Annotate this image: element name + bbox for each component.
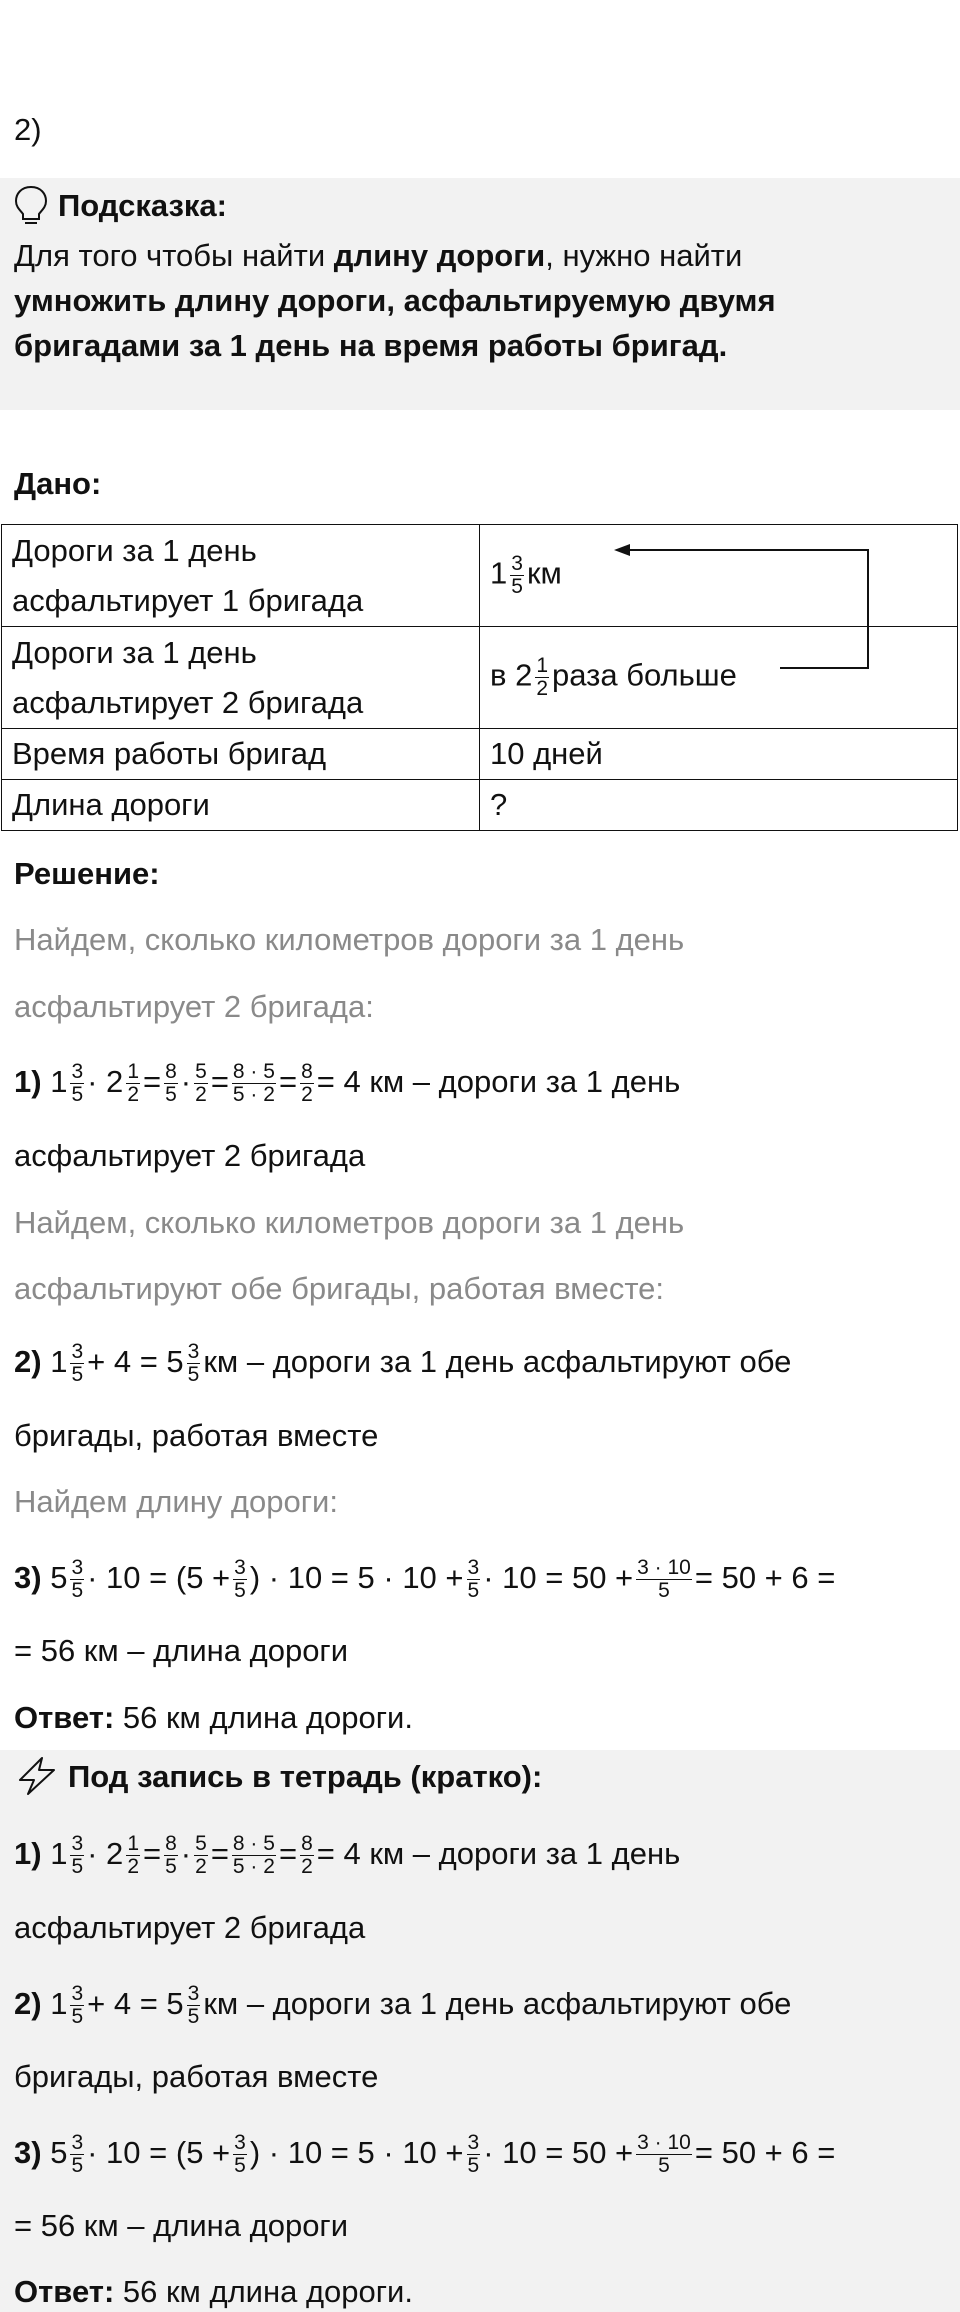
table-row xyxy=(2,729,958,780)
comment-2a: Найдем, сколько километров дороги за 1 день xyxy=(14,1205,685,1240)
hint-title: Подсказка: xyxy=(58,188,227,223)
step-1: 1) 1 $\frac{3}{5}$ · 2 $\frac{1}{2}$ = $\frac{8}{5}$ · $\frac{5}{2}$ = $\frac{8 \cdot 5}{5 \cdot 2}$ = $\frac{8}{2}$ = 4 км – дороги за 1 день xyxy=(14,1060,681,1107)
step-2-cont: бригады, работая вместе xyxy=(14,1418,379,1453)
comment-1b: асфальтирует 2 бригада: xyxy=(14,989,374,1024)
notebook-step-2: 2) 1 $\frac{3}{5}$ + 4 = 5 $\frac{3}{5}$ км – дороги за 1 день асфальтируют обе xyxy=(14,1982,792,2029)
given-label: Дороги за 1 день асфальтирует 1 бригада xyxy=(2,525,480,627)
given-label: Длина дороги xyxy=(2,780,480,831)
given-value: 10 дней xyxy=(480,729,958,780)
comment-1a: Найдем, сколько километров дороги за 1 день xyxy=(14,922,685,957)
given-value: 1 $\frac{3}{5}$ км xyxy=(480,525,958,627)
hint-text-line-1: Для того чтобы найти длину дороги, нужно найти xyxy=(14,238,743,273)
step-3-cont: = 56 км – длина дороги xyxy=(14,1633,349,1668)
given-label: Время работы бригад xyxy=(2,729,480,780)
notebook-step-3: 3) 5 $\frac{3}{5}$ · 10 = (5 + $\frac{3}{5}$ ) · 10 = 5 · 10 + $\frac{3}{5}$ · 10 = 50 + $\frac{3 \cdot 10}{5}$ = 50 + 6 = xyxy=(14,2131,836,2178)
notebook-title: Под запись в тетрадь (кратко): xyxy=(68,1759,543,1794)
lightning-icon xyxy=(14,1756,60,1804)
notebook-step-1-cont: асфальтирует 2 бригада xyxy=(14,1910,366,1945)
step-2: 2) 1 $\frac{3}{5}$ + 4 = 5 $\frac{3}{5}$ км – дороги за 1 день асфальтируют обе xyxy=(14,1340,792,1387)
task-number: 2) xyxy=(14,112,42,147)
relation-arrow xyxy=(610,540,880,680)
given-value: в 2 $\frac{1}{2}$ раза больше xyxy=(480,627,958,729)
comment-2b: асфальтируют обе бригады, работая вместе: xyxy=(14,1271,665,1306)
notebook-answer: Ответ: 56 км длина дороги. xyxy=(14,2274,413,2309)
notebook-step-1: 1) 1 $\frac{3}{5}$ · 2 $\frac{1}{2}$ = $\frac{8}{5}$ · $\frac{5}{2}$ = $\frac{8 \cdot 5}{5 \cdot 2}$ = $\frac{8}{2}$ = 4 км – дороги за 1 день xyxy=(14,1832,681,1879)
solution-title: Решение: xyxy=(14,856,160,891)
answer: Ответ: 56 км длина дороги. xyxy=(14,1700,413,1735)
given-title: Дано: xyxy=(14,466,102,501)
lightbulb-icon xyxy=(12,184,50,236)
table-row xyxy=(2,780,958,831)
step-3: 3) 5 $\frac{3}{5}$ · 10 = (5 + $\frac{3}{5}$ ) · 10 = 5 · 10 + $\frac{3}{5}$ · 10 = 50 + $\frac{3 \cdot 10}{5}$ = 50 + 6 = xyxy=(14,1556,836,1603)
step-1-cont: асфальтирует 2 бригада xyxy=(14,1138,366,1173)
given-value: ? xyxy=(480,780,958,831)
notebook-step-3-cont: = 56 км – длина дороги xyxy=(14,2208,349,2243)
hint-text-line-3: бригадами за 1 день на время работы бригад. xyxy=(14,328,728,363)
hint-text-line-2: умножить длину дороги, асфальтируемую двумя xyxy=(14,283,776,318)
notebook-step-2-cont: бригады, работая вместе xyxy=(14,2059,379,2094)
given-label: Дороги за 1 день асфальтирует 2 бригада xyxy=(2,627,480,729)
comment-3: Найдем длину дороги: xyxy=(14,1484,338,1519)
